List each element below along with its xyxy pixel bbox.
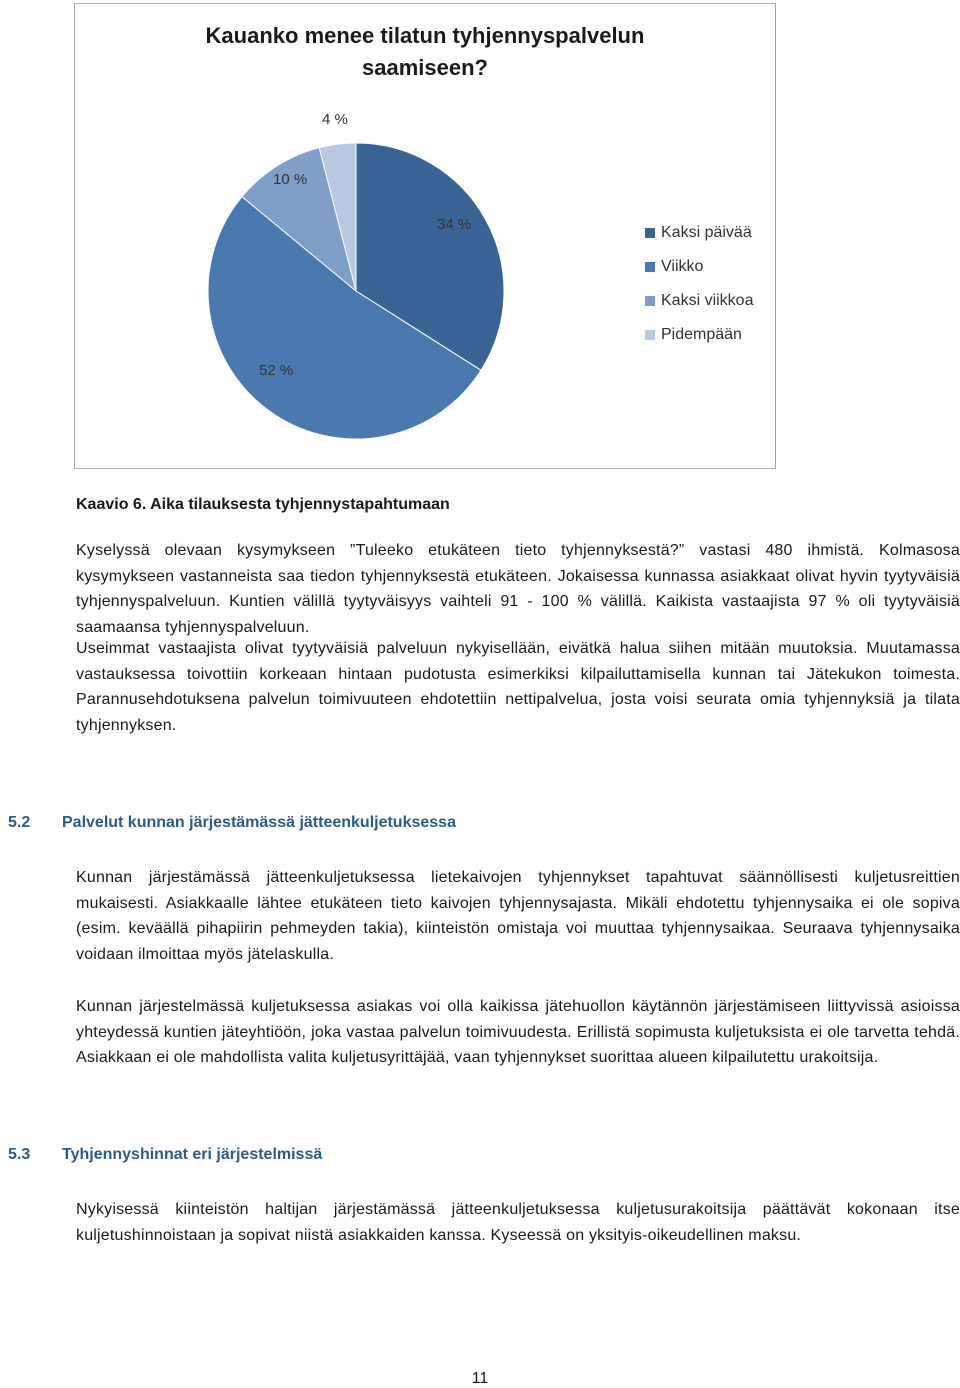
legend-label-kaksi-paivaa: Kaksi päivää <box>661 224 752 241</box>
section-title-5-2: Palvelut kunnan järjestämässä jätteenkuljetuksessa <box>62 814 456 831</box>
legend-item-pidempaan <box>645 318 753 352</box>
pie-chart-frame <box>74 3 776 469</box>
legend-item-kaksi-paivaa <box>645 216 753 250</box>
slice-label-pidempaan: 4 % <box>322 111 348 128</box>
legend-swatch-pidempaan <box>645 330 655 340</box>
slice-label-kaksi-viikkoa: 10 % <box>273 171 308 188</box>
page-number: 11 <box>471 1370 489 1387</box>
paragraph-municipal-service: Kunnan järjestämässä jätteenkuljetuksessa lietekaivojen tyhjennykset tapahtuvat säännöllisesti kuljetusreittien mukaisesti. Asiakkaalle lähtee etukäteen tieto kaivojen tyhjennysajasta. Mikäli ehdotettu tyhjennysaika ei ole sopiva (esim. keväällä pihapiirin pehmeyden takia), kiinteistön omistaja voi muuttaa tyhjennysaikaa. Seuraava tyhjennysaika voidaan ilmoittaa myös jätelaskulla. <box>76 869 960 963</box>
section-number-5-3: 5.3 <box>8 1146 31 1163</box>
legend-item-kaksi-viikkoa <box>645 284 753 318</box>
legend-swatch-kaksi-paivaa <box>645 228 655 238</box>
chart-legend <box>645 216 753 352</box>
chart-title-line2: saamiseen? <box>362 55 488 80</box>
paragraph-municipal-contact: Kunnan järjestelmässä kuljetuksessa asiakas voi olla kaikissa jätehuollon käytännön järjestämiseen liittyvissä asioissa yhteydessä kuntien jäteyhtiöön, joka vastaa palvelun toimivuudesta. Erillistä sopimusta kuljetuksista ei ole tarvetta tehdä. Asiakkaan ei ole mahdollista valita kuljetusyrittäjää, vaan tyhjennykset suorittaa alueen kilpailutettu urakoitsija. <box>76 998 960 1066</box>
legend-label-pidempaan: Pidempään <box>661 326 742 343</box>
section-title-5-3: Tyhjennyshinnat eri järjestelmissä <box>62 1146 323 1163</box>
section-heading-5-3 <box>8 1146 322 1164</box>
section-number-5-2: 5.2 <box>8 814 31 831</box>
legend-label-kaksi-viikkoa: Kaksi viikkoa <box>661 292 754 309</box>
legend-swatch-viikko <box>645 262 655 272</box>
legend-swatch-kaksi-viikkoa <box>645 296 655 306</box>
paragraph-survey-info: Kyselyssä olevaan kysymykseen ”Tuleeko etukäteen tieto tyhjennyksestä?” vastasi 480 ihmistä. Kolmasosa kysymykseen vastanneista saa tiedon tyhjennyksestä etukäteen. Jokaisessa kunnassa asiakkaat olivat hyvin tyytyväisiä tyhjennyspalveluun. Kuntien välillä tyytyväisyys vaihteli 91 - 100 % välillä. Kaikista vastaajista 97 % oli tyytyväisiä saamaansa tyhjennyspalveluun. <box>76 542 960 636</box>
section-heading-5-2 <box>8 814 456 832</box>
figure-caption: Kaavio 6. Aika tilauksesta tyhjennystapahtumaan <box>76 496 450 513</box>
legend-item-viikko <box>645 250 753 284</box>
slice-label-viikko: 52 % <box>259 362 294 379</box>
paragraph-pricing: Nykyisessä kiinteistön haltijan järjestämässä jätteenkuljetuksessa kuljetusurakoitsija päättävät kokonaan itse kuljetushinnoistaan ja sopivat niistä asiakkaiden kanssa. Kyseessä on yksityis-oikeudellinen maksu. <box>76 1201 960 1244</box>
legend-label-viikko: Viikko <box>661 258 704 275</box>
paragraph-improvements: Useimmat vastaajista olivat tyytyväisiä palveluun nykyisellään, eivätkä halua siihen mitään muutoksia. Muutamassa vastauksessa toivottiin korkeaan hintaan pudotusta esimerkiksi kilpailuttamisella kunnan tai Jätekukon toimesta. Parannusehdotuksena palvelun toimivuuteen ehdotettiin nettipalvelua, josta voisi seurata omia tyhjennyksiä ja tilata tyhjennyksen. <box>76 640 960 734</box>
chart-title-line1: Kauanko menee tilatun tyhjennyspalvelun <box>205 23 645 48</box>
slice-label-kaksi-paivaa: 34 % <box>437 216 472 233</box>
